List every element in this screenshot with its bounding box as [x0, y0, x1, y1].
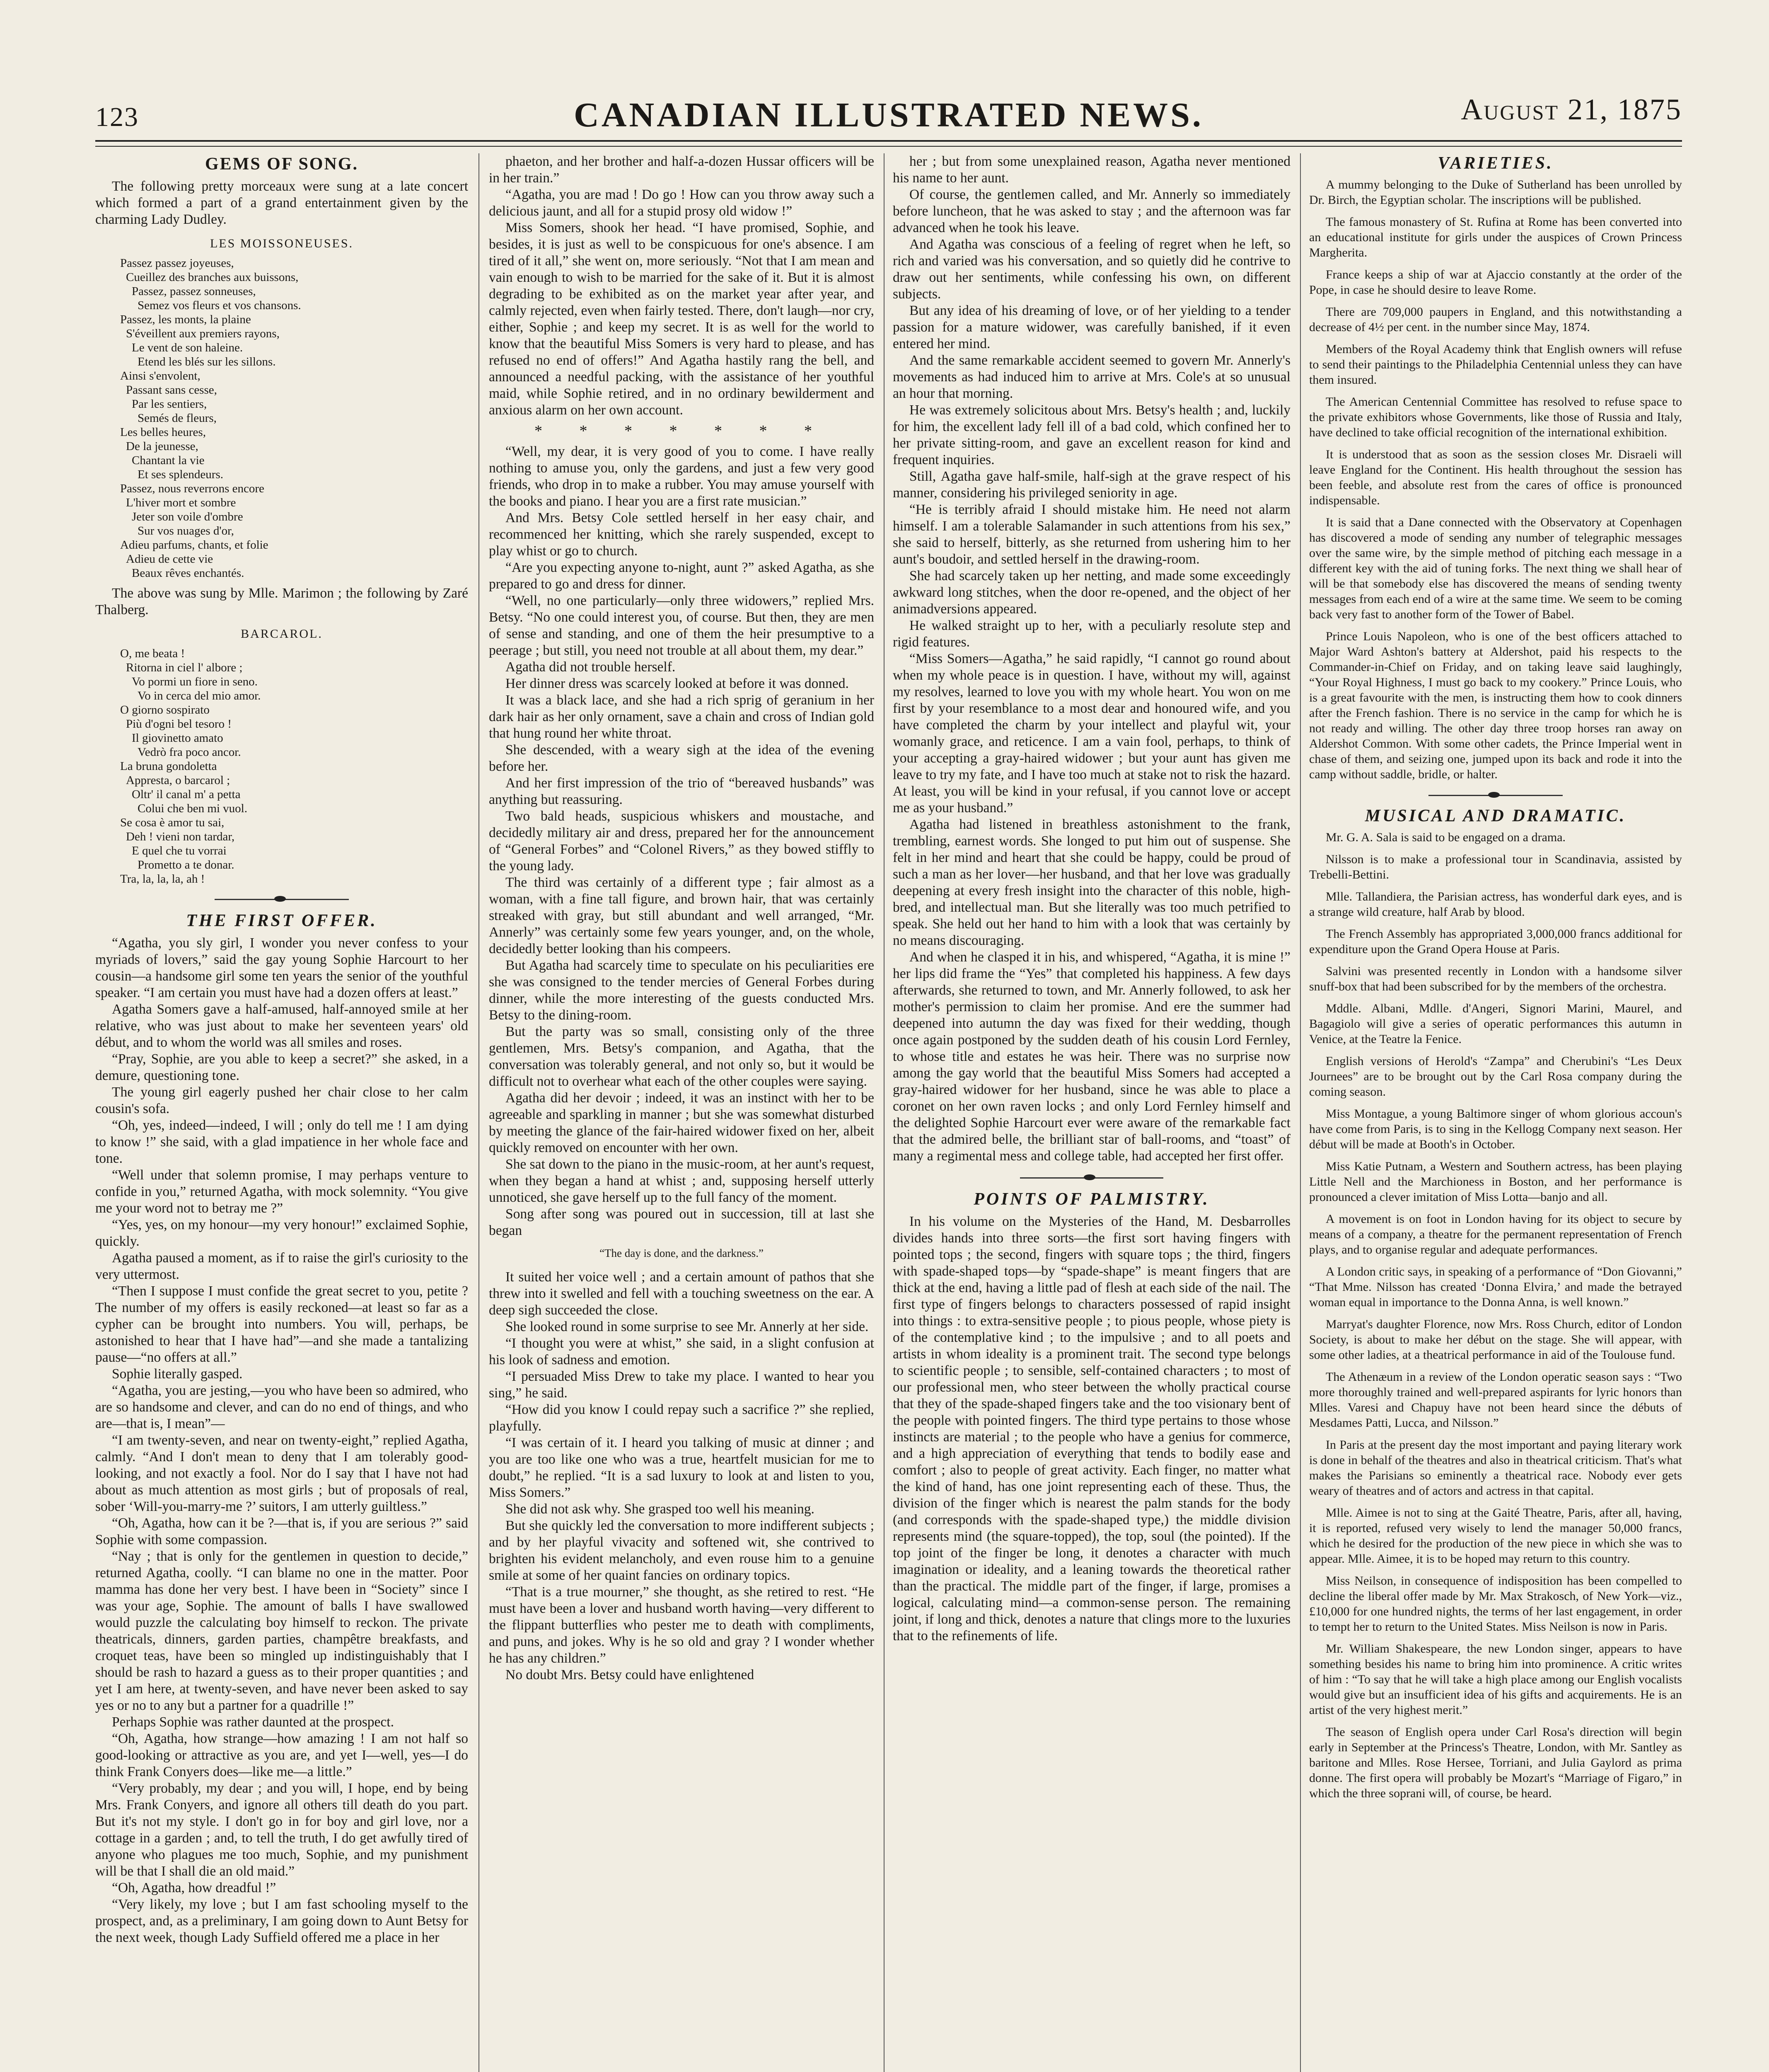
first-offer-text — [489, 443, 874, 1239]
first-offer-text — [95, 935, 468, 1946]
song1-verse — [95, 256, 468, 580]
column-divider — [1300, 153, 1301, 2072]
story-paragraph: “Oh, Agatha, how dreadful !” — [112, 1880, 276, 1895]
gems-intro: The following pretty morceaux were sung at a late concert which formed a part of a grand entertainment given by the charming Lady Dudley. — [95, 179, 468, 227]
news-item: The Athenæum in a review of the London operatic season says : “Two more thoroughly trained and well-prepared aspirants for lyric honors than Mlles. Varesi and Chapuy have not been heard since the débuts of Mesdames Patti, Lucca, and Nilsson.” — [1309, 1370, 1682, 1430]
section-ornament — [893, 1172, 1290, 1184]
verse-line: L'hiver mort et sombre — [126, 496, 236, 509]
first-offer-title: THE FIRST OFFER. — [186, 911, 377, 930]
story-paragraph: No doubt Mrs. Betsy could have enlightened — [505, 1667, 754, 1682]
verse-line: Deh ! vieni non tardar, — [126, 830, 235, 843]
verse-line: Passez passez joyeuses, — [120, 257, 234, 270]
verse-line: Ritorna in ciel l' albore ; — [126, 661, 243, 674]
story-paragraph: “Agatha, you sly girl, I wonder you never confess to your myriads of lovers,” said the gay young Sophie Harcourt to her cousin—a handsome girl some ten years the senior of the youthful speaker. “I am certain you must have had a dozen offers at least.” — [95, 935, 468, 1000]
story-paragraph: “Agatha, you are jesting,—you who have been so admired, who are so handsome and clever, and can do no end of things, and who are—that is, I mean”— — [95, 1383, 468, 1431]
story-paragraph: And Mrs. Betsy Cole settled herself in her easy chair, and recommenced her knitting, which she rarely suspended, except to play whist or go to church. — [489, 510, 874, 559]
palmistry-title: POINTS OF PALMISTRY. — [974, 1190, 1210, 1209]
section-ornament — [1309, 789, 1682, 801]
story-paragraph: Song after song was poured out in succession, till at last she began — [489, 1206, 874, 1238]
story-paragraph: The young girl eagerly pushed her chair close to her calm cousin's sofa. — [95, 1084, 468, 1116]
story-paragraph: She had scarcely taken up her netting, and made some exceedingly awkward long stitches, when the door re-opened, and the object of her animadversions appeared. — [893, 568, 1290, 617]
story-paragraph: “Very probably, my dear ; and you will, I hope, end by being Mrs. Frank Conyers, and ignore all others till death do you part. But it's not my style. I don't go in for boy and girl love, nor a cottage in a garden ; and, to tell the truth, I do get awfully tired of anyone who plagues me too much, Sophie, and my punishment will be that I shall die an old maid.” — [95, 1781, 468, 1879]
story-paragraph: And her first impression of the trio of “bereaved husbands” was anything but reassuring. — [489, 775, 874, 807]
news-item: It is understood that as soon as the session closes Mr. Disraeli will leave England for the Continent. His health throughout the session has been feeble, and absolute rest from the cares of office is pronounced indispensable. — [1309, 448, 1682, 507]
story-paragraph: “Oh, Agatha, how strange—how amazing ! I am not half so good-looking or attractive as you are, and yet I—well, yes—I do think Frank Conyers does—like me—a little.” — [95, 1731, 468, 1779]
story-paragraph: Agatha did her devoir ; indeed, it was an instinct with her to be agreeable and sparkling in manner ; but she was somewhat disturbed by meeting the glance of the fair-haired widower fixed on her, albeit quickly removed on encounter with her own. — [489, 1090, 874, 1155]
story-paragraph: She sat down to the piano in the music-room, at her aunt's request, when they began a hand at whist ; and, supposing herself utterly unnoticed, she gave herself up to the full fancy of the moment. — [489, 1157, 874, 1205]
verse-line: Il giovinetto amato — [132, 731, 223, 745]
story-paragraph: Miss Somers, shook her head. “I have promised, Sophie, and besides, it is just as well to be conspicuous for one's absence. I am tired of it all,” she went on, more seriously. “Not that I am mean and vain enough to wish to be married for the sake of it. But it is almost degrading to be exhibited as on the market year after year, and calmly rejected, even when fairly tested. There, don't laugh—nor cry, either, Sophie ; and keep my secret. It is as well for the world to know that the beautiful Miss Somers is very hard to please, and has refused no end of offers!” And Agatha hastily rang the bell, and announced a needful packing, with the assistance of her youthful maid, while Sophie retired, and in no ordinary bewilderment and anxious alarm on her own account. — [489, 220, 874, 418]
verse-line: Vo pormi un fiore in seno. — [132, 675, 258, 688]
news-item: Mr. William Shakespeare, the new London singer, appears to have something besides his name to bring him into prominence. A critic writes of him : “To say that he will take a high place among our English vocalists would give but an insufficient idea of his gifts and acquirements. He is an artist of the very highest merit.” — [1309, 1642, 1682, 1717]
news-item: Prince Louis Napoleon, who is one of the best officers attached to Major Ward Ashton's battery at Aldershot, paid his respects to the Commander-in-Chief on Friday, and on taking leave said laughingly, “Your Royal Highness, I must go back to my cookery.” Prince Louis, who is a great favourite with the men, is instructing them how to cook dinners after the French fashion. There is no service in the camp for which he is not ready and willing. The other day three troop horses ran away on Aldershot Common. With some other cadets, the Prince Imperial went in chase of them, and seizing one, jumped upon its back and rode it into the camp without saddle, bridle, or halter. — [1309, 629, 1682, 781]
story-paragraph: Agatha did not trouble herself. — [505, 659, 676, 675]
story-paragraph: “I persuaded Miss Drew to take my place. I wanted to hear you sing,” he said. — [489, 1369, 874, 1401]
verse-line: Le vent de son haleine. — [132, 341, 243, 354]
story-paragraph: “I thought you were at whist,” she said, in a slight confusion at his look of sadness and emotion. — [489, 1336, 874, 1368]
verse-line: Beaux rêves enchantés. — [132, 566, 244, 580]
story-paragraph: “Nay ; that is only for the gentlemen in question to decide,” returned Agatha, coolly. “I can blame no one in the matter. Poor mamma has done her very best. I have been in “Society” since I was your age, Sophie. The amount of balls I have swallowed would puzzle the calculating boy himself to reckon. The private theatricals, dinners, garden parties, champêtre breakfasts, and croquet teas, have been so mingled up indistinguishably that I should be rash to hazard a guess as to their proper quantities ; and yet I am here, at twenty-seven, and have never been asked to say yes or no to any but a partner for a quadrille !” — [95, 1549, 468, 1713]
verse-line: S'éveillent aux premiers rayons, — [126, 327, 280, 340]
verse-line: Passez, les monts, la plaine — [120, 313, 251, 326]
verse-line: Semez vos fleurs et vos chansons. — [138, 299, 301, 312]
story-paragraph: Still, Agatha gave half-smile, half-sigh at the grave respect of his manner, considering his privileged seniority in age. — [893, 469, 1290, 501]
verse-line: Vo in cerca del mio amor. — [138, 689, 261, 702]
page-header — [95, 89, 1682, 139]
story-paragraph: “Very likely, my love ; but I am fast schooling myself to the prospect, and, as a preliminary, I am going down to Aunt Betsy for the next week, though Lady Suffield offered me a place in her — [95, 1897, 468, 1945]
news-item: In Paris at the present day the most important and paying literary work is done in behalf of the theatres and also in theatrical criticism. That's what makes the Parisians so eminently a theatrical race. Nobody ever gets weary of theatres and of actors and actress in that capital. — [1309, 1438, 1682, 1498]
column-3 — [893, 153, 1290, 2072]
verse-line: O, me beata ! — [120, 647, 185, 660]
verse-line: Colui che ben mi vuol. — [138, 802, 247, 815]
story-paragraph: Of course, the gentlemen called, and Mr. Annerly so immediately before luncheon, that he was asked to stay ; and the afternoon was far advanced when he took his leave. — [893, 187, 1290, 235]
first-offer-text — [489, 1269, 874, 1683]
story-paragraph: “Miss Somers—Agatha,” he said rapidly, “I cannot go round about when my whole peace is in question. I have, without my will, against my resolves, learned to love you with my whole heart. You won on me first by your resemblance to a most dear and honoured wife, and you have completed the charm by your intellect and playful wit, your womanly grace, and reticence. I am a vain fool, perhaps, to think of your accepting a gray-haired widower ; but your aunt has given me leave to try my fate, and I have too much at stake not to risk the hazard. At least, you will be kind in your refusal, if you cannot love or accept me as your husband.” — [893, 651, 1290, 816]
story-paragraph: It suited her voice well ; and a certain amount of pathos that she threw into it swelled and fell with a touching sweetness on the ear. A deep sigh succeeded the close. — [489, 1269, 874, 1318]
verse-line: Adieu parfums, chants, et folie — [120, 538, 268, 552]
verse-line: La bruna gondoletta — [120, 760, 217, 773]
story-paragraph: Sophie literally gasped. — [112, 1366, 243, 1382]
news-item: A London critic says, in speaking of a performance of “Don Giovanni,” “That Mme. Nilsson has created ‘Donna Elvira,’ and made the betrayed woman equal in importance to the Donna Anna, is well known.” — [1309, 1265, 1682, 1309]
palmistry-text — [893, 1213, 1290, 1644]
verse-line: Appresta, o barcarol ; — [126, 774, 230, 787]
song2-title: BARCAROL. — [241, 627, 323, 641]
news-item: Mr. G. A. Sala is said to be engaged on a drama. — [1326, 830, 1566, 844]
story-paragraph: “Agatha, you are mad ! Do go ! How can you throw away such a delicious jaunt, and all for a stupid prosy old widow !” — [489, 187, 874, 219]
song2-verse — [95, 646, 468, 886]
story-paragraph: “Then I suppose I must confide the great secret to you, petite ? The number of my offers is easily reckoned—at least so far as a cypher can be brought into numbers. You will, perhaps, be astonished to hear that I have had”—and she made a tantalizing pause—“no offers at all.” — [95, 1283, 468, 1365]
header-rule-thin — [95, 146, 1682, 147]
varieties-list — [1309, 177, 1682, 782]
story-paragraph: The third was certainly of a different type ; fair almost as a woman, with a fine tall figure, and brown hair, that was certainly streaked with gray, but still abundant and well arranged, “Mr. Annerly” was certainly some few years younger, and, on the whole, decidedly better looking than his compeers. — [489, 875, 874, 956]
news-item: Mlle. Aimee is not to sing at the Gaité Theatre, Paris, after all, having, it is reported, refused very wisely to lend the manager 50,000 francs, which he desired for the production of the new piece in which she was to appear. Mlle. Aimee, it is to be hoped may return to this country. — [1309, 1506, 1682, 1566]
verse-line: Et ses splendeurs. — [138, 468, 223, 481]
header-rule — [95, 140, 1682, 142]
story-paragraph: “Well under that solemn promise, I may perhaps venture to confide in you,” returned Agatha, with mock solemnity. “You give me your word not to betray me ?” — [95, 1167, 468, 1216]
verse-line: Passez, passez sonneuses, — [132, 285, 256, 298]
story-paragraph: “Yes, yes, on my honour—my very honour!” exclaimed Sophie, quickly. — [95, 1217, 468, 1249]
song1-title: LES MOISSONEUSES. — [210, 237, 354, 250]
story-paragraph: her ; but from some unexplained reason, Agatha never mentioned his name to her aunt. — [893, 154, 1290, 186]
verse-line: Les belles heures, — [120, 426, 206, 439]
verse-line: Chantant la vie — [132, 454, 205, 467]
story-paragraph: Agatha had listened in breathless astonishment to the frank, trembling, earnest words. She longed to put him out of suspense. She felt in her mind and heart that she could be happy, could be proud of such a man as her lover—her husband, and that her love was gradually deepening at every fresh insight into the character of this noble, high-bred, and intellectual man. But she literally was too much petrified to speak. She held out her hand to him with a look that was certainly by no means discouraging. — [893, 817, 1290, 948]
story-paragraph: But she quickly led the conversation to more indifferent subjects ; and by her playful vivacity and softened wit, she contrived to brighten his evident melancholy, and even rouse him to a genuine smile at some of her quaint fancies on ordinary topics. — [489, 1518, 874, 1583]
verse-line: Se cosa è amor tu sai, — [120, 816, 225, 829]
verse-line: De la jeunesse, — [126, 440, 198, 453]
news-item: The American Centennial Committee has resolved to refuse space to the private exhibitors whose Governments, like those of Russia and Italy, have declined to take official recognition of the international exhibition. — [1309, 395, 1682, 439]
news-item: France keeps a ship of war at Ajaccio constantly at the order of the Pope, in case he should desire to leave Rome. — [1309, 268, 1682, 297]
news-item: Mddle. Albani, Mdlle. d'Angeri, Signori Marini, Maurel, and Bagagiolo will give a series of operatic performances this autumn in Venice, at the Teatre la Fenice. — [1309, 1002, 1682, 1046]
news-item: There are 709,000 paupers in England, and this notwithstanding a decrease of 4½ per cent. in the number since May, 1874. — [1309, 305, 1682, 334]
news-item: Marryat's daughter Florence, now Mrs. Ross Church, editor of London Society, is about to make her début on the stage. She will appear, with some other ladies, at a theatrical performance in aid of the Toulouse fund. — [1309, 1317, 1682, 1362]
news-item: A mummy belonging to the Duke of Sutherland has been unrolled by Dr. Birch, the Egyptian scholar. The inscriptions will be published. — [1309, 178, 1682, 207]
story-paragraph: She did not ask why. She grasped too well his meaning. — [505, 1501, 814, 1517]
verse-line: Vedrò fra poco ancor. — [138, 746, 241, 759]
news-item: The season of English opera under Carl Rosa's direction will begin early in September at the Princess's Theatre, London, with Mr. Santley as baritone and Mlles. Rose Hersee, Torriani, and Julia Gaylord as prima donne. The first opera will probably be Mozart's “Marriage of Figaro,” in which the three soprani will, of course, be heard. — [1309, 1725, 1682, 1800]
song-quote: “The day is done, and the darkness.” — [599, 1247, 764, 1259]
gems-between: The above was sung by Mlle. Marimon ; the following by Zaré Thalberg. — [95, 586, 468, 617]
verse-line: Passant sans cesse, — [126, 383, 217, 397]
column-1 — [95, 153, 468, 2072]
story-paragraph: She looked round in some surprise to see Mr. Annerly at her side. — [505, 1319, 869, 1334]
story-paragraph: But Agatha had scarcely time to speculate on his peculiarities ere she was consigned to the tender mercies of General Forbes during dinner, while the more interesting of the guests conducted Mrs. Betsy to the dining-room. — [489, 958, 874, 1023]
news-item: A movement is on foot in London having for its object to secure by means of a company, a theatre for the permanent representation of French plays, and to organise regular and adequate performances. — [1309, 1212, 1682, 1256]
news-item: The famous monastery of St. Rufina at Rome has been converted into an educational institute for girls under the auspices of Crown Princess Margherita. — [1309, 215, 1682, 259]
story-paragraph: “Oh, Agatha, how can it be ?—that is, if you are serious ?” said Sophie with some compassion. — [95, 1515, 468, 1547]
verse-line: E quel che tu vorrai — [132, 844, 227, 857]
masthead: CANADIAN ILLUSTRATED NEWS. — [574, 96, 1204, 134]
news-item: Mlle. Tallandiera, the Parisian actress, has wonderful dark eyes, and is a strange wild creature, half Arab by blood. — [1309, 890, 1682, 919]
column-2 — [489, 153, 874, 2072]
story-paragraph: He was extremely solicitous about Mrs. Betsy's health ; and, luckily for him, the excellent lady fell ill of a bad cold, which confined her to her private sitting-room, and gave an excellent reason for kind and frequent inquiries. — [893, 402, 1290, 467]
story-paragraph: She descended, with a weary sigh at the idea of the evening before her. — [489, 742, 874, 774]
gems-title: GEMS OF SONG. — [205, 155, 358, 174]
musical-title: MUSICAL AND DRAMATIC. — [1365, 806, 1626, 825]
story-paragraph: “I am twenty-seven, and near on twenty-eight,” replied Agatha, calmly. “And I don't mean to deny that I am tolerably good-looking, and not exactly a fool. Nor do I say that I have not had about as much attention as most girls ; but of proposals of real, sober ‘Will-you-marry-me ?’ suitors, I am utterly guiltless.” — [95, 1433, 468, 1514]
verse-line: Jeter son voile d'ombre — [132, 510, 243, 523]
verse-line: Passez, nous reverrons encore — [120, 482, 264, 495]
story-paragraph: “He is terribly afraid I should mistake him. He need not alarm himself. I am a tolerable Salamander in such attentions from his sex,” she said to herself, bitterly, as she returned from ushering him to her aunt's boudoir, and settled herself in the drawing-room. — [893, 502, 1290, 567]
section-break-stars: * * * * * * * — [534, 422, 829, 440]
story-paragraph: But any idea of his dreaming of love, or of her yielding to a tender passion for a mature widower, was carefully banished, if it even entered her mind. — [893, 303, 1290, 351]
story-paragraph: It was a black lace, and she had a rich sprig of geranium in her dark hair as her only ornament, save a chain and cross of Indian gold that hung round her white throat. — [489, 692, 874, 741]
verse-line: Più d'ogni bel tesoro ! — [126, 717, 232, 731]
verse-line: Tra, la, la, la, ah ! — [120, 872, 205, 886]
news-item: Miss Neilson, in consequence of indisposition has been compelled to decline the liberal offer made by Mr. Max Strakosch, of New York—viz., £10,000 for one hundred nights, the terms of her last engagement, in order to tempt her to return to the United States. Miss Neilson is now in Paris. — [1309, 1574, 1682, 1634]
verse-line: Sur vos nuages d'or, — [138, 524, 234, 537]
story-paragraph: phaeton, and her brother and half-a-dozen Hussar officers will be in her train.” — [489, 154, 874, 186]
news-item: Nilsson is to make a professional tour in Scandinavia, assisted by Trebelli-Bettini. — [1309, 852, 1682, 881]
verse-line: Oltr' il canal m' a petta — [132, 788, 241, 801]
news-item: Miss Montague, a young Baltimore singer of whom glorious accoun's have come from Paris, is to sing in the Kellogg Company next season. Her début will be made at Booth's in October. — [1309, 1107, 1682, 1151]
column-divider — [884, 153, 885, 2072]
story-paragraph: Agatha Somers gave a half-amused, half-annoyed smile at her relative, who was just about to make her seventeen years' old début, and to whom the world was all smiles and roses. — [95, 1002, 468, 1050]
article-paragraph: In his volume on the Mysteries of the Hand, M. Desbarrolles divides hands into three sorts—the first sort having fingers with pointed tops ; the second, fingers with square tops ; the third, fingers with spade-shaped tops—by “spade-shape” is meant fingers that are thick at the end, having a little pad of flesh at each side of the nail. The first type of fingers belongs to characters possessed of rapid insight into things : to extra-sensitive people ; to pious people, whose piety is of the contemplative kind ; to the impulsive ; and to all poets and artists in whom ideality is a prominent trait. The second type belongs to scientific people ; to sensible, self-contained characters ; to most of our professional men, who steer between the wholly practical course that they of the spade-shaped fingers take and the too visionary bent of the people with pointed fingers. The third type pertains to those whose instincts are material ; to the people who have a genius for commerce, and a high appreciation of everything that tends to bodily ease and comfort ; also to people of great activity. Each finger, no matter what the kind of hand, has one joint representing each of these. Thus, the division of the finger which is nearest the palm stands for the body (and corresponds with the spade-shaped type,) the middle division represents mind (the square-topped), the top, soul (the pointed). If the top joint of the finger be long, it denotes a character with much imagination or ideality, and a leaning towards the theoretical rather than the practical. The middle part of the finger, if large, promises a logical, calculating mind—a common-sense person. The remaining joint, if long and thick, denotes a nature that clings more to the luxuries that to the refinements of life. — [893, 1214, 1290, 1644]
verse-line: Etend les blés sur les sillons. — [138, 355, 276, 368]
musical-list — [1309, 830, 1682, 1801]
story-paragraph: Two bald heads, suspicious whiskers and moustache, and decidedly military air and dress, prepared her for the announcement of “General Forbes” and “Colonel Rivers,” as they bowed stiffly to the young lady. — [489, 808, 874, 874]
varieties-title: VARIETIES. — [1438, 154, 1554, 173]
story-paragraph: “Well, no one particularly—only three widowers,” replied Mrs. Betsy. “No one could interest you, of course. But then, they are men of sense and standing, and one of them the heir presumptive to a peerage ; but still, you need not trouble at all about them, my dear.” — [489, 593, 874, 658]
story-paragraph: Perhaps Sophie was rather daunted at the prospect. — [112, 1714, 394, 1730]
verse-line: Par les sentiers, — [132, 397, 207, 411]
first-offer-text — [893, 153, 1290, 1164]
news-item: Miss Katie Putnam, a Western and Southern actress, has been playing Little Nell and the Marchioness in Boston, and her performance is pronounced a clever imitation of Miss Lotta—banjo and all. — [1309, 1159, 1682, 1204]
verse-line: Cueillez des branches aux buissons, — [126, 271, 299, 284]
issue-date: August 21, 1875 — [1461, 93, 1682, 126]
verse-line: Adieu de cette vie — [126, 552, 213, 566]
news-item: Members of the Royal Academy think that English owners will refuse to send their paintings to the Philadelphia Centennial unless they can have them insured. — [1309, 342, 1682, 387]
story-paragraph: Her dinner dress was scarcely looked at before it was donned. — [505, 676, 849, 691]
story-paragraph: “That is a true mourner,” she thought, as she retired to rest. “He must have been a lover and husband worth having—very different to the flippant butterflies who pester me to death with compliments, and puns, and jokes. Why is he so old and gray ? I wonder whether he has any children.” — [489, 1584, 874, 1666]
story-paragraph: “Well, my dear, it is very good of you to come. I have really nothing to amuse you, only the gardens, and just a few very good friends, who drop in to make a rubber. You may amuse yourself with the books and piano. I hear you are a first rate musician.” — [489, 444, 874, 509]
first-offer-text — [489, 153, 874, 419]
story-paragraph: And when he clasped it in his, and whispered, “Agatha, it is mine !” her lips did frame the “Yes” that completed his happiness. A few days afterwards, she returned to town, and Mr. Annerly followed, to ask her mother's permission to claim her promise. And ere the summer had deepened into autumn the day was fixed for their wedding, though once again postponed by the sudden death of his cousin Lord Fernley, to whose title and estates he was heir. There was no surprise now among the gay world that the beautiful Miss Somers had accepted a gray-haired widower for her husband, since he was able to place a coronet on her own raven locks ; and only Lord Fernley himself and the delighted Sophie Harcourt ever were aware of the remarkable fact that the admired belle, the brilliant star of ball-rooms, and “toast” of many a regimental mess and college table, had accepted her first offer. — [893, 949, 1290, 1164]
news-item: It is said that a Dane connected with the Observatory at Copenhagen has discovered a mode of sending any number of telegraphic messages over the same wire, by the simple method of pitching each message in a different key with the aid of tuning forks. The next thing we shall hear of will be that somebody else has discovered the means of sending twenty messages from each end of a wire at the same time. We seem to be coming back very fast to another form of the Tower of Babel. — [1309, 516, 1682, 621]
verse-line: Prometto a te donar. — [138, 858, 234, 871]
story-paragraph: “I was certain of it. I heard you talking of music at dinner ; and you are too like one who was a true, heartfelt musician for me to doubt,” he replied. “It is a sad luxury to look at and listen to you, Miss Somers.” — [489, 1435, 874, 1500]
story-paragraph: “Oh, yes, indeed—indeed, I will ; only do tell me ! I am dying to know !” she said, with a glad impatience in her whole face and tone. — [95, 1118, 468, 1166]
story-paragraph: “Pray, Sophie, are you able to keep a secret?” she asked, in a demure, questioning tone. — [95, 1051, 468, 1083]
verse-line: Ainsi s'envolent, — [120, 369, 201, 382]
story-paragraph: And the same remarkable accident seemed to govern Mr. Annerly's movements as had induced him to arrive at Mrs. Cole's at so unusual an hour that morning. — [893, 353, 1290, 401]
story-paragraph: But the party was so small, consisting only of the three gentlemen, Mrs. Betsy's companion, and Agatha, that the conversation was tolerably general, and not only so, but it would be difficult not to overhear what each of the other couples were saying. — [489, 1024, 874, 1089]
story-paragraph: He walked straight up to her, with a peculiarly resolute step and rigid features. — [893, 618, 1290, 650]
column-4 — [1309, 153, 1682, 2072]
story-paragraph: “How did you know I could repay such a sacrifice ?” she replied, playfully. — [489, 1402, 874, 1434]
news-item: Salvini was presented recently in London with a handsome silver snuff-box that had been subscribed for by the members of the orchestra. — [1309, 964, 1682, 993]
verse-line: Semés de fleurs, — [138, 411, 217, 425]
verse-line: O giorno sospirato — [120, 703, 210, 716]
story-paragraph: “Are you expecting anyone to-night, aunt ?” asked Agatha, as she prepared to go and dress for dinner. — [489, 560, 874, 592]
story-paragraph: And Agatha was conscious of a feeling of regret when he left, so rich and varied was his conversation, and so quietly did he contrive to draw out her sentiments, while confessing his own, on different subjects. — [893, 237, 1290, 302]
story-paragraph: Agatha paused a moment, as if to raise the girl's curiosity to the very uttermost. — [95, 1250, 468, 1282]
page-number: 123 — [95, 102, 139, 132]
news-item: English versions of Herold's “Zampa” and Cherubini's “Les Deux Journees” are to be brought out by the Carl Rosa company during the coming season. — [1309, 1054, 1682, 1099]
section-ornament — [95, 893, 468, 905]
news-item: The French Assembly has appropriated 3,000,000 francs additional for expenditure upon the Grand Opera House at Paris. — [1309, 927, 1682, 956]
